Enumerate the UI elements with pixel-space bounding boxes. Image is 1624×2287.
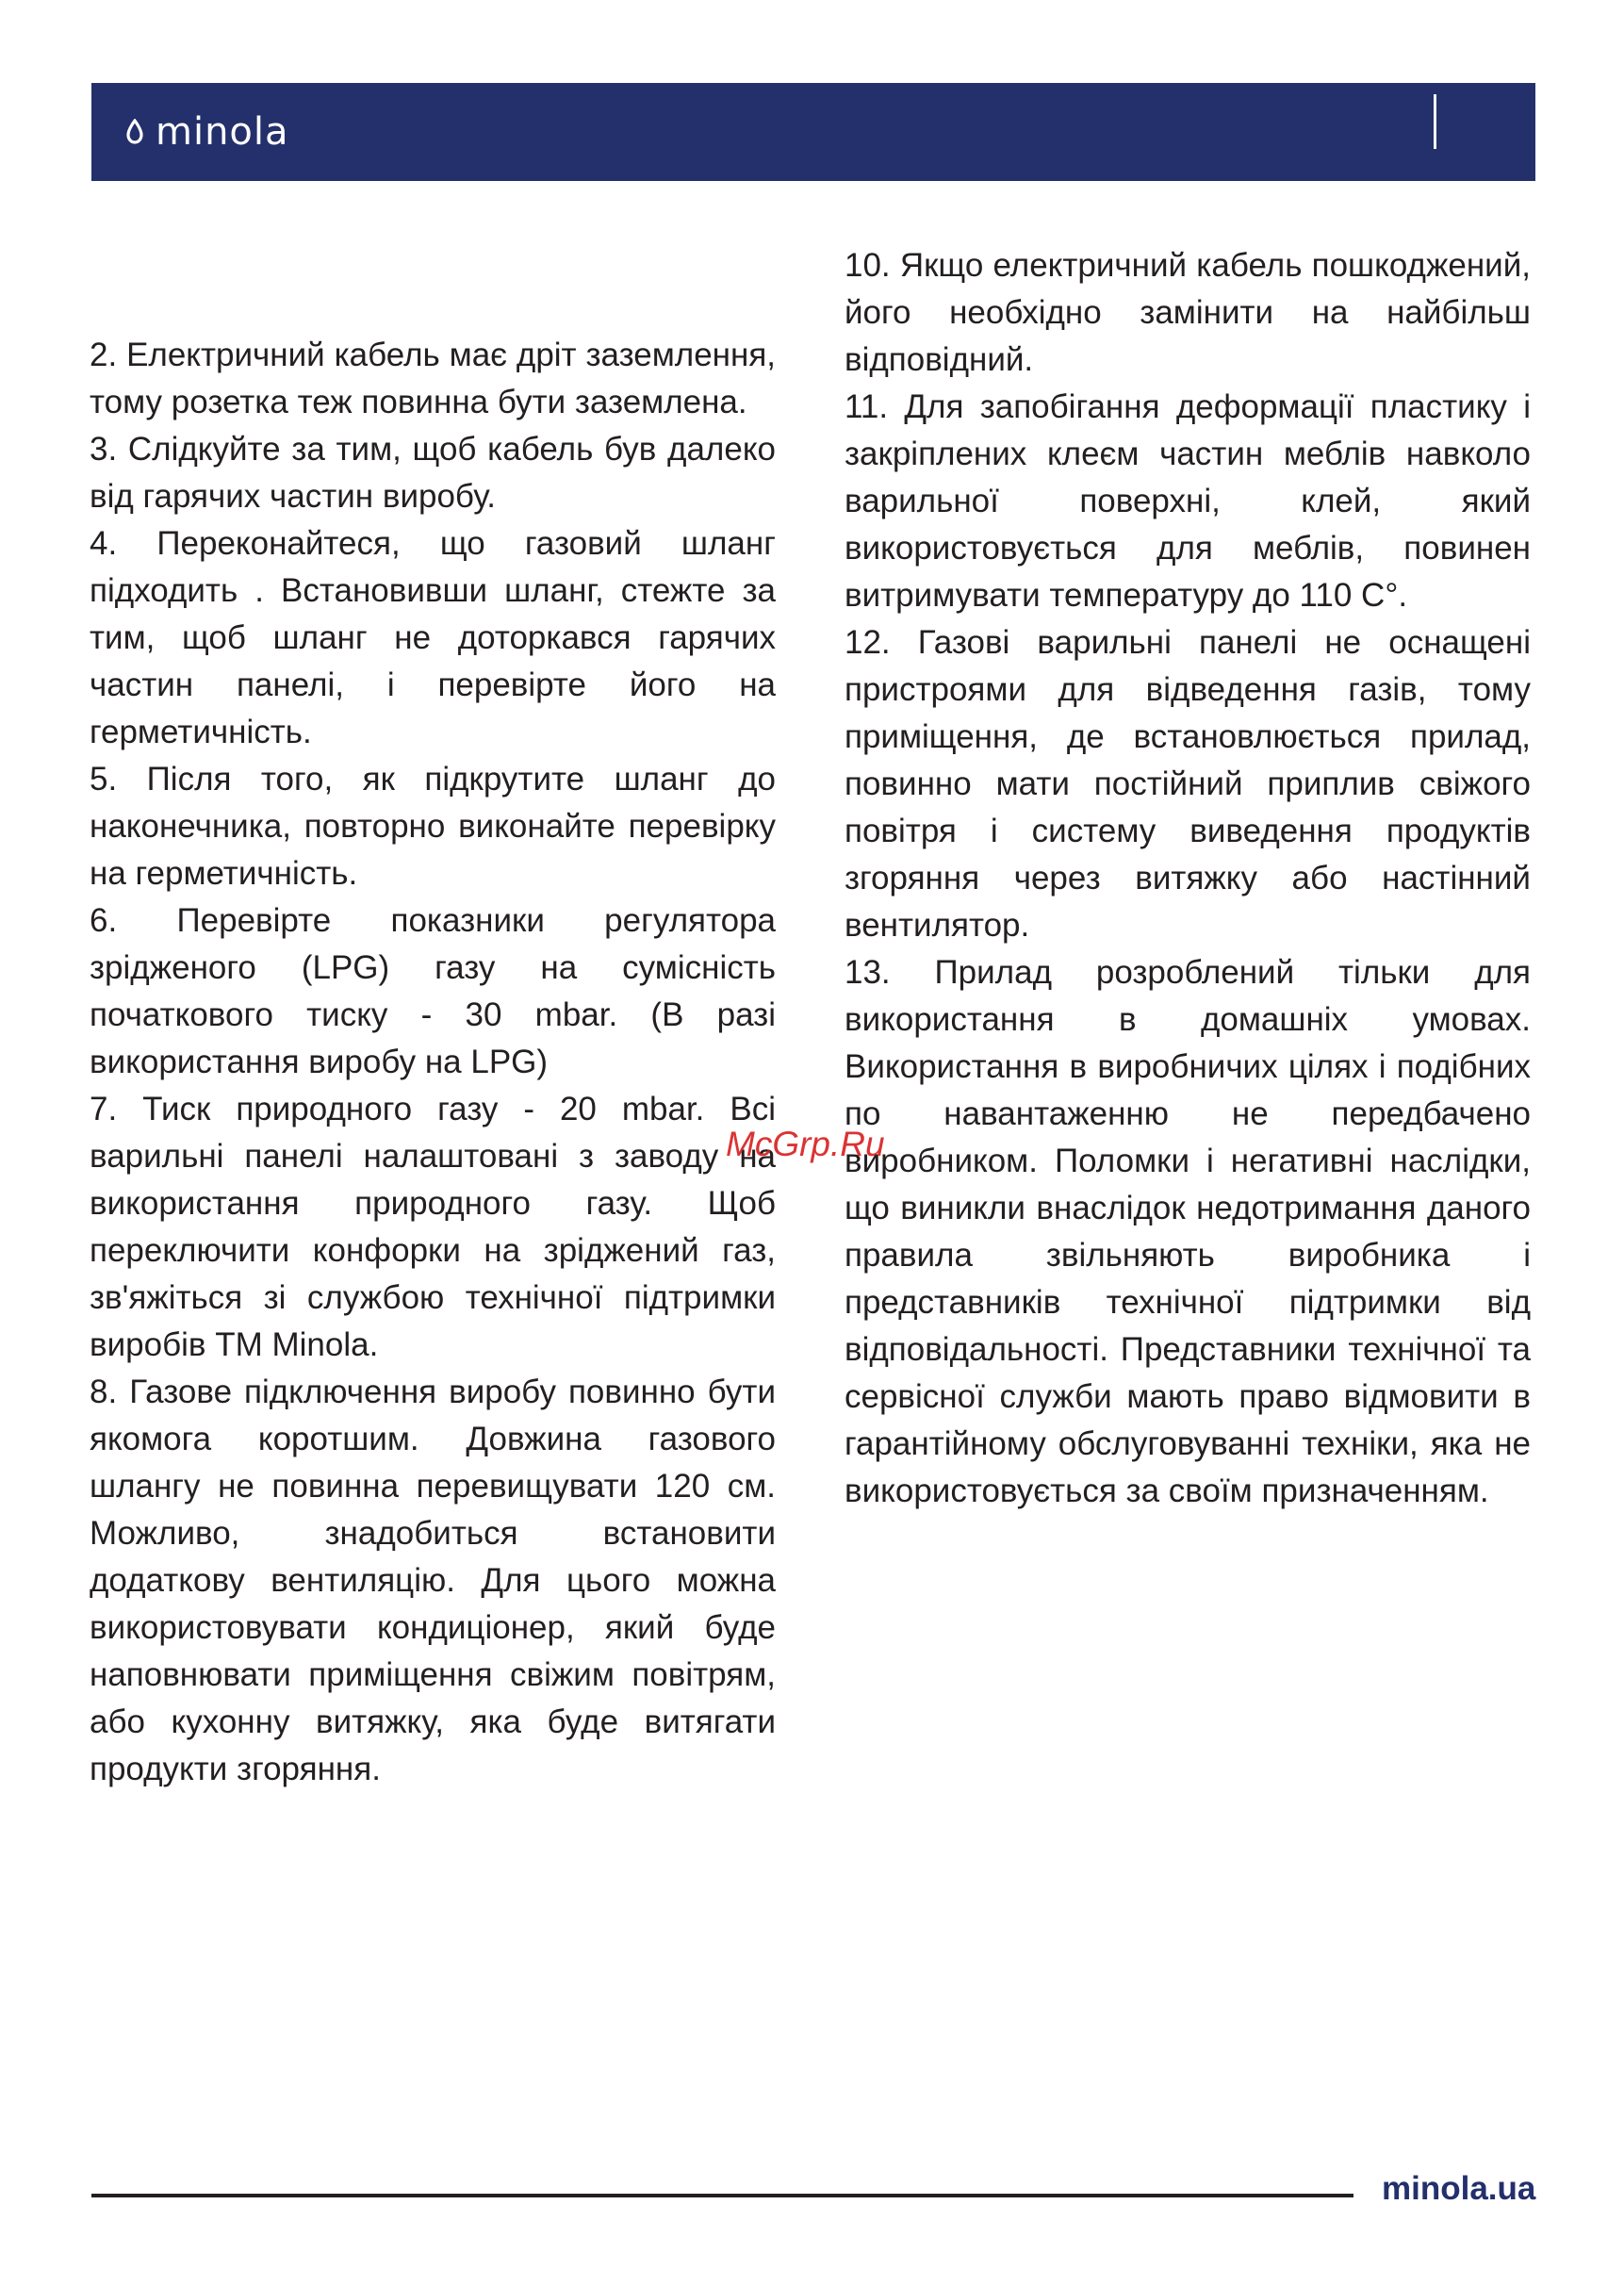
- minola-logo-icon: [125, 119, 144, 145]
- instruction-2: 2. Електричний кабель має дріт заземлення, тому розетка теж повинна бути заземлена.: [90, 337, 776, 420]
- right-column: [845, 242, 1531, 1515]
- watermark: McGrp.Ru: [726, 1125, 885, 1163]
- instruction-8: 8. Газове підключення виробу повинно бути якомога коротшим. Довжина газового шлангу не повинна перевищувати 120 см. Можливо, знадобиться встановити додаткову вентиляцію. Для цього можна використовувати кондиціонер, який буде наповнювати приміщення свіжим повітрям, або кухонну витяжку, яка буде витягати продукти згоряння.: [90, 1374, 776, 1787]
- brand-logo: [125, 104, 289, 160]
- instruction-10: 10. Якщо електричний кабель пошкоджений, його необхідно замінити на найбільш відповідний.: [845, 247, 1531, 378]
- instruction-7: 7. Тиск природного газу - 20 mbar. Всі варильні панелі налаштовані з заводу на використання природного газу. Щоб переключити конфорки на зріджений газ, зв'яжіться зі службою технічної підтримки виробів ТМ Minola.: [90, 1091, 776, 1363]
- left-column: [90, 332, 776, 1793]
- instruction-11: 11. Для запобігання деформації пластику і закріплених клеєм частин меблів навколо варильної поверхні, клей, який використовується для меблів, повинен витримувати температуру до 110 С°.: [845, 388, 1531, 614]
- header-bar: [91, 83, 1535, 181]
- footer-website[interactable]: minola.ua: [1382, 2170, 1536, 2207]
- instruction-12: 12. Газові варильні панелі не оснащені пристроями для відведення газів, тому приміщення, де встановлюється прилад, повинно мати постійний приплив свіжого повітря і систему виведення продуктів згоряння через витяжку або настінний вентилятор.: [845, 624, 1531, 944]
- instruction-4: 4. Переконайтеся, що газовий шланг підходить . Встановивши шланг, стежте за тим, щоб шланг не доторкався гарячих частин панелі, і перевірте його на герметичність.: [90, 525, 776, 750]
- footer-divider: [91, 2194, 1353, 2197]
- instruction-6: 6. Перевірте показники регулятора зрідженого (LPG) газу на сумісність початкового тиску - 30 mbar. (В разі використання виробу на LPG): [90, 902, 776, 1080]
- instruction-13: 13. Прилад розроблений тільки для використання в домашніх умовах. Використання в виробничих цілях і подібних по навантаженню не передбачено виробником. Поломки і негативні наслідки, що виникли внаслідок недотримання даного правила звільняють виробника і представників технічної підтримки від відповідальності. Представники технічної та сервісної служби мають право відмовити в гарантійному обслуговуванні техніки, яка не використовується за своїм призначенням.: [845, 954, 1531, 1509]
- instruction-3: 3. Слідкуйте за тим, щоб кабель був далеко від гарячих частин виробу.: [90, 431, 776, 515]
- brand-name: minola: [156, 110, 289, 154]
- header-divider: [1434, 94, 1436, 149]
- instruction-5: 5. Після того, як підкрутите шланг до наконечника, повторно виконайте перевірку на герметичність.: [90, 761, 776, 892]
